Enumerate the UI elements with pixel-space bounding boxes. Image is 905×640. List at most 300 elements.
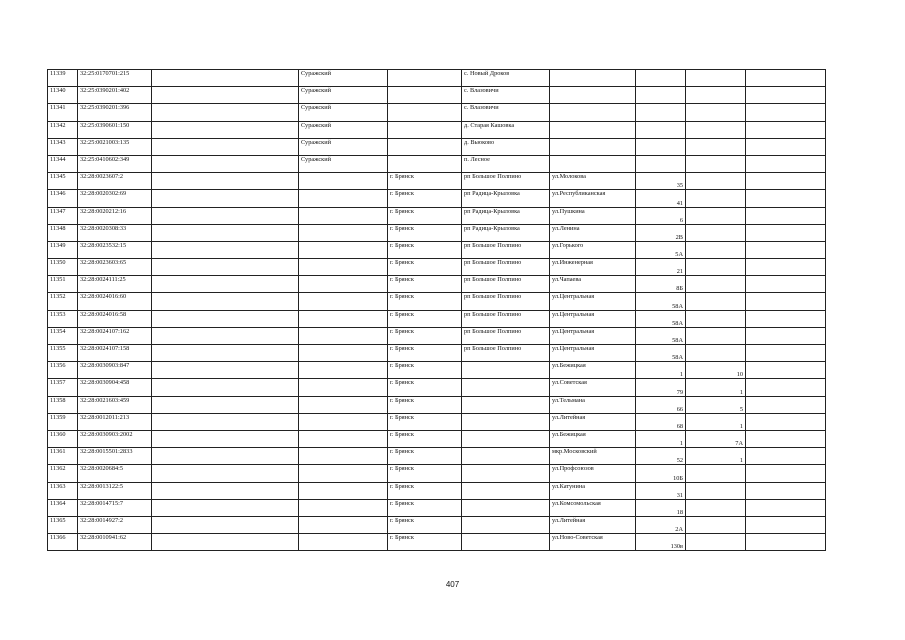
house-number-cell: 8Б — [636, 276, 686, 293]
blank-cell — [746, 379, 826, 396]
unit-number-cell — [686, 516, 746, 533]
blank-cell — [152, 293, 299, 310]
house-number-cell: 79 — [636, 379, 686, 396]
cadastral-number-cell: 32:25:0390601:150 — [78, 121, 152, 138]
blank-cell — [746, 259, 826, 276]
row-number-cell: 11346 — [48, 190, 78, 207]
district-cell — [299, 482, 388, 499]
row-number-cell: 11358 — [48, 396, 78, 413]
blank-cell — [152, 362, 299, 379]
table-row — [48, 104, 826, 121]
street-cell: ул.Пушкина — [550, 207, 636, 224]
house-number-cell: 66 — [636, 396, 686, 413]
table-row — [48, 516, 826, 533]
row-number-cell: 11350 — [48, 259, 78, 276]
table-row — [48, 499, 826, 516]
cadastral-number-cell: 32:28:0014927:2 — [78, 516, 152, 533]
district-cell — [299, 173, 388, 190]
settlement-cell — [462, 448, 550, 465]
blank-cell — [152, 499, 299, 516]
city-cell: г. Брянск — [388, 430, 462, 447]
unit-number-cell — [686, 534, 746, 551]
district-cell — [299, 241, 388, 258]
table-row — [48, 413, 826, 430]
row-number-cell: 11364 — [48, 499, 78, 516]
unit-number-cell: 5 — [686, 396, 746, 413]
unit-number-cell: 1 — [686, 413, 746, 430]
row-number-cell: 11366 — [48, 534, 78, 551]
street-cell: ул.Ленина — [550, 224, 636, 241]
house-number-cell: 58А — [636, 345, 686, 362]
blank-cell — [746, 104, 826, 121]
house-number-cell: 35 — [636, 173, 686, 190]
blank-cell — [746, 482, 826, 499]
house-number-cell — [636, 138, 686, 155]
blank-cell — [152, 87, 299, 104]
district-cell — [299, 207, 388, 224]
city-cell — [388, 155, 462, 172]
house-number-cell: 68 — [636, 413, 686, 430]
blank-cell — [152, 190, 299, 207]
blank-cell — [746, 87, 826, 104]
settlement-cell: рп Радица-Крыловка — [462, 190, 550, 207]
street-cell: ул.Тельмана — [550, 396, 636, 413]
street-cell: ул.Центральная — [550, 345, 636, 362]
blank-cell — [152, 396, 299, 413]
house-number-cell: 1 — [636, 362, 686, 379]
table-row — [48, 310, 826, 327]
district-cell — [299, 362, 388, 379]
unit-number-cell — [686, 138, 746, 155]
blank-cell — [746, 396, 826, 413]
row-number-cell: 11356 — [48, 362, 78, 379]
house-number-cell: 31 — [636, 482, 686, 499]
row-number-cell: 11360 — [48, 430, 78, 447]
blank-cell — [152, 138, 299, 155]
settlement-cell: рп Большое Полпино — [462, 173, 550, 190]
cadastral-number-cell: 32:28:0020684:5 — [78, 465, 152, 482]
unit-number-cell: 1 — [686, 448, 746, 465]
district-cell: Суражский — [299, 70, 388, 87]
table-row — [48, 345, 826, 362]
settlement-cell — [462, 379, 550, 396]
street-cell — [550, 70, 636, 87]
blank-cell — [152, 310, 299, 327]
blank-cell — [746, 448, 826, 465]
table-row — [48, 379, 826, 396]
row-number-cell: 11344 — [48, 155, 78, 172]
unit-number-cell — [686, 70, 746, 87]
city-cell: г. Брянск — [388, 396, 462, 413]
blank-cell — [746, 534, 826, 551]
row-number-cell: 11354 — [48, 327, 78, 344]
unit-number-cell — [686, 155, 746, 172]
city-cell: г. Брянск — [388, 190, 462, 207]
district-cell — [299, 310, 388, 327]
city-cell: г. Брянск — [388, 276, 462, 293]
row-number-cell: 11351 — [48, 276, 78, 293]
cadastral-number-cell: 32:28:0023607:2 — [78, 173, 152, 190]
blank-cell — [746, 224, 826, 241]
district-cell — [299, 293, 388, 310]
house-number-cell: 18 — [636, 499, 686, 516]
district-cell — [299, 345, 388, 362]
row-number-cell: 11357 — [48, 379, 78, 396]
district-cell — [299, 534, 388, 551]
district-cell — [299, 327, 388, 344]
settlement-cell — [462, 362, 550, 379]
house-number-cell: 52 — [636, 448, 686, 465]
house-number-cell — [636, 87, 686, 104]
city-cell: г. Брянск — [388, 310, 462, 327]
cadastral-number-cell: 32:28:0024107:158 — [78, 345, 152, 362]
settlement-cell: с. Новый Дроков — [462, 70, 550, 87]
settlement-cell: рп Большое Полпино — [462, 259, 550, 276]
street-cell — [550, 121, 636, 138]
settlement-cell: п. Лесное — [462, 155, 550, 172]
district-cell — [299, 190, 388, 207]
unit-number-cell — [686, 190, 746, 207]
cadastral-number-cell: 32:28:0030904:458 — [78, 379, 152, 396]
city-cell: г. Брянск — [388, 345, 462, 362]
settlement-cell — [462, 482, 550, 499]
street-cell: ул.Инженерная — [550, 259, 636, 276]
cadastral-number-cell: 32:28:0024016:58 — [78, 310, 152, 327]
cadastral-number-cell: 32:25:0390201:402 — [78, 87, 152, 104]
city-cell: г. Брянск — [388, 465, 462, 482]
settlement-cell — [462, 413, 550, 430]
blank-cell — [152, 241, 299, 258]
page-number: 407 — [445, 580, 460, 589]
blank-cell — [746, 173, 826, 190]
street-cell: ул.Ново-Советская — [550, 534, 636, 551]
row-number-cell: 11362 — [48, 465, 78, 482]
unit-number-cell — [686, 465, 746, 482]
house-number-cell: 2А — [636, 516, 686, 533]
blank-cell — [746, 345, 826, 362]
cadastral-number-cell: 32:25:0021003:135 — [78, 138, 152, 155]
property-register-table — [47, 69, 826, 551]
cadastral-number-cell: 32:28:0024111:25 — [78, 276, 152, 293]
street-cell: ул.Бежицкая — [550, 430, 636, 447]
district-cell — [299, 259, 388, 276]
cadastral-number-cell: 32:28:0030903:847 — [78, 362, 152, 379]
cadastral-number-cell: 32:28:0020212:16 — [78, 207, 152, 224]
settlement-cell: с. Влазовичи — [462, 104, 550, 121]
city-cell — [388, 70, 462, 87]
settlement-cell — [462, 396, 550, 413]
settlement-cell: рп Большое Полпино — [462, 293, 550, 310]
district-cell — [299, 430, 388, 447]
street-cell — [550, 87, 636, 104]
blank-cell — [152, 379, 299, 396]
blank-cell — [746, 310, 826, 327]
district-cell — [299, 396, 388, 413]
table-row — [48, 293, 826, 310]
blank-cell — [152, 430, 299, 447]
settlement-cell: рп Большое Полпино — [462, 276, 550, 293]
unit-number-cell — [686, 345, 746, 362]
city-cell: г. Брянск — [388, 207, 462, 224]
blank-cell — [746, 70, 826, 87]
table-row — [48, 224, 826, 241]
table-row — [48, 70, 826, 87]
blank-cell — [152, 276, 299, 293]
row-number-cell: 11349 — [48, 241, 78, 258]
street-cell: ул.Катунина — [550, 482, 636, 499]
street-cell: ул.Центральная — [550, 293, 636, 310]
house-number-cell: 6 — [636, 207, 686, 224]
district-cell — [299, 224, 388, 241]
district-cell — [299, 516, 388, 533]
blank-cell — [746, 499, 826, 516]
table-row — [48, 482, 826, 499]
city-cell: г. Брянск — [388, 362, 462, 379]
settlement-cell: рп Большое Полпино — [462, 310, 550, 327]
blank-cell — [746, 327, 826, 344]
settlement-cell: с. Влазовичи — [462, 87, 550, 104]
table-row — [48, 430, 826, 447]
settlement-cell: д. Вьюково — [462, 138, 550, 155]
row-number-cell: 11347 — [48, 207, 78, 224]
table-row — [48, 362, 826, 379]
row-number-cell: 11341 — [48, 104, 78, 121]
settlement-cell: рп Большое Полпино — [462, 327, 550, 344]
row-number-cell: 11365 — [48, 516, 78, 533]
district-cell: Суражский — [299, 121, 388, 138]
city-cell — [388, 138, 462, 155]
row-number-cell: 11340 — [48, 87, 78, 104]
street-cell: ул.Центральная — [550, 327, 636, 344]
table-row — [48, 259, 826, 276]
settlement-cell: рп Большое Полпино — [462, 345, 550, 362]
district-cell — [299, 448, 388, 465]
unit-number-cell — [686, 327, 746, 344]
blank-cell — [152, 327, 299, 344]
blank-cell — [152, 482, 299, 499]
table-row — [48, 121, 826, 138]
house-number-cell — [636, 155, 686, 172]
unit-number-cell — [686, 173, 746, 190]
house-number-cell: 130в — [636, 534, 686, 551]
row-number-cell: 11339 — [48, 70, 78, 87]
blank-cell — [746, 430, 826, 447]
district-cell — [299, 499, 388, 516]
cadastral-number-cell: 32:28:0023532:15 — [78, 241, 152, 258]
blank-cell — [152, 155, 299, 172]
city-cell — [388, 87, 462, 104]
table-row — [48, 87, 826, 104]
city-cell — [388, 104, 462, 121]
unit-number-cell — [686, 259, 746, 276]
table-row — [48, 448, 826, 465]
cadastral-number-cell: 32:28:0013122:5 — [78, 482, 152, 499]
table-row — [48, 155, 826, 172]
district-cell — [299, 379, 388, 396]
blank-cell — [746, 465, 826, 482]
city-cell: г. Брянск — [388, 534, 462, 551]
house-number-cell: 5А — [636, 241, 686, 258]
unit-number-cell — [686, 207, 746, 224]
district-cell: Суражский — [299, 138, 388, 155]
city-cell: г. Брянск — [388, 379, 462, 396]
unit-number-cell — [686, 87, 746, 104]
city-cell — [388, 121, 462, 138]
blank-cell — [152, 121, 299, 138]
unit-number-cell — [686, 104, 746, 121]
blank-cell — [152, 224, 299, 241]
settlement-cell — [462, 430, 550, 447]
city-cell: г. Брянск — [388, 413, 462, 430]
street-cell: ул.Молокова — [550, 173, 636, 190]
cadastral-number-cell: 32:28:0021603:459 — [78, 396, 152, 413]
row-number-cell: 11363 — [48, 482, 78, 499]
table-row — [48, 207, 826, 224]
unit-number-cell — [686, 310, 746, 327]
cadastral-number-cell: 32:28:0020308:33 — [78, 224, 152, 241]
cadastral-number-cell: 32:28:0010941:62 — [78, 534, 152, 551]
street-cell: ул.Горького — [550, 241, 636, 258]
city-cell: г. Брянск — [388, 482, 462, 499]
district-cell — [299, 465, 388, 482]
settlement-cell: рп Радица-Крыловка — [462, 224, 550, 241]
row-number-cell: 11352 — [48, 293, 78, 310]
row-number-cell: 11359 — [48, 413, 78, 430]
unit-number-cell — [686, 241, 746, 258]
table-row — [48, 465, 826, 482]
table-row — [48, 534, 826, 551]
row-number-cell: 11342 — [48, 121, 78, 138]
blank-cell — [746, 276, 826, 293]
blank-cell — [152, 259, 299, 276]
cadastral-number-cell: 32:25:0170701:215 — [78, 70, 152, 87]
unit-number-cell: 7А — [686, 430, 746, 447]
street-cell: мкр.Московский — [550, 448, 636, 465]
blank-cell — [746, 293, 826, 310]
street-cell — [550, 138, 636, 155]
blank-cell — [152, 207, 299, 224]
district-cell: Суражский — [299, 87, 388, 104]
house-number-cell — [636, 121, 686, 138]
blank-cell — [746, 121, 826, 138]
settlement-cell — [462, 516, 550, 533]
table-row — [48, 190, 826, 207]
blank-cell — [746, 190, 826, 207]
house-number-cell: 58А — [636, 293, 686, 310]
row-number-cell: 11348 — [48, 224, 78, 241]
city-cell: г. Брянск — [388, 516, 462, 533]
blank-cell — [152, 516, 299, 533]
unit-number-cell — [686, 293, 746, 310]
blank-cell — [746, 155, 826, 172]
blank-cell — [746, 207, 826, 224]
district-cell: Суражский — [299, 104, 388, 121]
house-number-cell: 2В — [636, 224, 686, 241]
settlement-cell: рп Большое Полпино — [462, 241, 550, 258]
row-number-cell: 11343 — [48, 138, 78, 155]
table-row — [48, 396, 826, 413]
blank-cell — [152, 413, 299, 430]
street-cell — [550, 104, 636, 121]
row-number-cell: 11353 — [48, 310, 78, 327]
settlement-cell: рп Радица-Крыловка — [462, 207, 550, 224]
blank-cell — [152, 104, 299, 121]
unit-number-cell — [686, 499, 746, 516]
city-cell: г. Брянск — [388, 241, 462, 258]
blank-cell — [746, 241, 826, 258]
house-number-cell: 1 — [636, 430, 686, 447]
table-row — [48, 241, 826, 258]
cadastral-number-cell: 32:28:0030903:2002 — [78, 430, 152, 447]
cadastral-number-cell: 32:28:0024107:162 — [78, 327, 152, 344]
street-cell: ул.Центральная — [550, 310, 636, 327]
blank-cell — [152, 70, 299, 87]
settlement-cell — [462, 534, 550, 551]
row-number-cell: 11355 — [48, 345, 78, 362]
unit-number-cell — [686, 121, 746, 138]
register-body — [48, 70, 826, 551]
street-cell: ул.Профсоюзов — [550, 465, 636, 482]
cadastral-number-cell: 32:25:0390201:396 — [78, 104, 152, 121]
street-cell: ул.Чапаева — [550, 276, 636, 293]
table-row — [48, 138, 826, 155]
city-cell: г. Брянск — [388, 327, 462, 344]
cadastral-number-cell: 32:28:0024016:60 — [78, 293, 152, 310]
street-cell: ул.Советская — [550, 379, 636, 396]
city-cell: г. Брянск — [388, 448, 462, 465]
table-row — [48, 173, 826, 190]
district-cell — [299, 276, 388, 293]
house-number-cell: 41 — [636, 190, 686, 207]
city-cell: г. Брянск — [388, 173, 462, 190]
blank-cell — [152, 534, 299, 551]
street-cell: ул.Республиканская — [550, 190, 636, 207]
house-number-cell — [636, 70, 686, 87]
city-cell: г. Брянск — [388, 224, 462, 241]
unit-number-cell: 10 — [686, 362, 746, 379]
table-row — [48, 276, 826, 293]
cadastral-number-cell: 32:28:0023603:65 — [78, 259, 152, 276]
street-cell: ул.Бежицкая — [550, 362, 636, 379]
blank-cell — [746, 516, 826, 533]
unit-number-cell — [686, 482, 746, 499]
blank-cell — [152, 465, 299, 482]
settlement-cell — [462, 465, 550, 482]
blank-cell — [746, 413, 826, 430]
district-cell — [299, 413, 388, 430]
settlement-cell — [462, 499, 550, 516]
blank-cell — [152, 448, 299, 465]
unit-number-cell — [686, 224, 746, 241]
blank-cell — [746, 138, 826, 155]
district-cell: Суражский — [299, 155, 388, 172]
settlement-cell: д. Старая Кашовка — [462, 121, 550, 138]
unit-number-cell: 1 — [686, 379, 746, 396]
table-row — [48, 327, 826, 344]
cadastral-number-cell: 32:28:0015501:2833 — [78, 448, 152, 465]
row-number-cell: 11361 — [48, 448, 78, 465]
unit-number-cell — [686, 276, 746, 293]
house-number-cell: 10Б — [636, 465, 686, 482]
city-cell: г. Брянск — [388, 499, 462, 516]
cadastral-number-cell: 32:28:0014715:7 — [78, 499, 152, 516]
blank-cell — [152, 345, 299, 362]
street-cell: ул.Литейная — [550, 516, 636, 533]
row-number-cell: 11345 — [48, 173, 78, 190]
blank-cell — [746, 362, 826, 379]
house-number-cell: 58А — [636, 310, 686, 327]
city-cell: г. Брянск — [388, 259, 462, 276]
